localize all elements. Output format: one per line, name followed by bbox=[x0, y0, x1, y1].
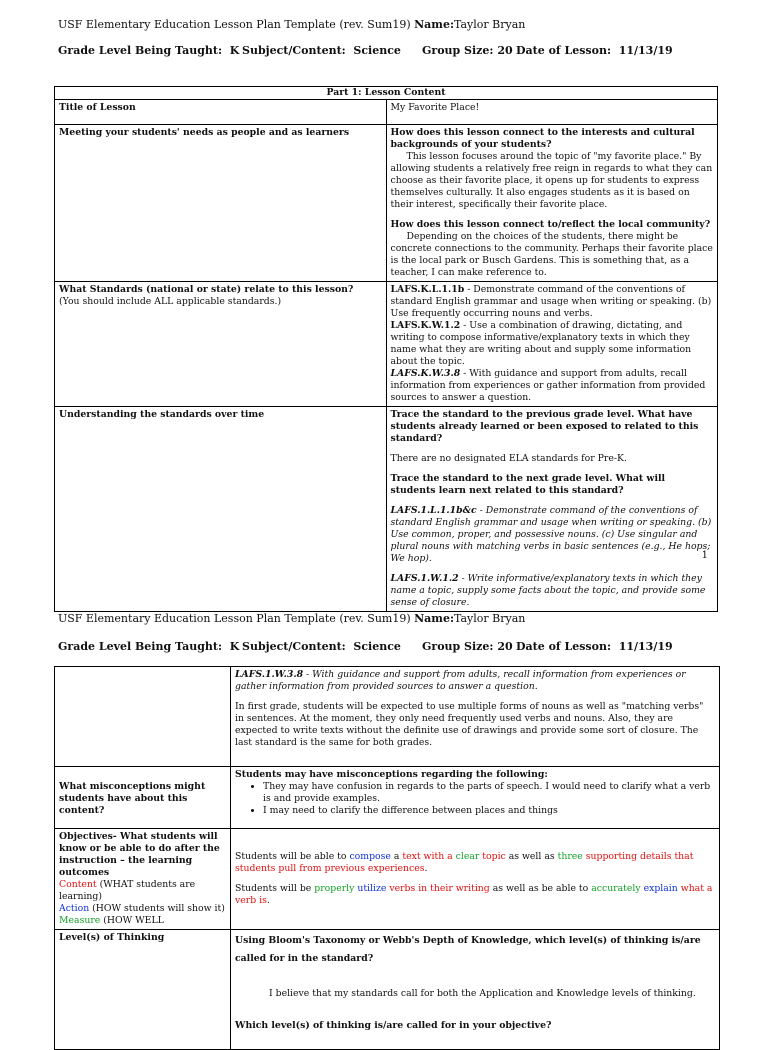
standard-code: LAFS.1.W.1.2 bbox=[390, 573, 459, 584]
subject-label: Subject/Content: bbox=[242, 44, 346, 57]
standard-item bbox=[391, 320, 714, 368]
objective-content: verbs in their writing bbox=[386, 883, 490, 894]
standard-text: - With guidance and support from adults, recall information from experiences or gather information from provided sources to answer a question. bbox=[390, 368, 706, 403]
standard-text: - Use a combination of drawing, dictating, and writing to compose informative/explanatory texts in which they name what they are writing about and supply some information about the topic. bbox=[390, 320, 692, 367]
page-header-title-line bbox=[58, 612, 525, 625]
table-row bbox=[55, 87, 718, 100]
objective-text: . bbox=[266, 895, 270, 906]
meeting-needs-content bbox=[386, 125, 718, 282]
grade-label: Grade Level Being Taught: bbox=[58, 44, 223, 57]
document-page-2 bbox=[0, 590, 768, 1031]
page-header-info-line bbox=[58, 44, 673, 57]
objective-2 bbox=[235, 883, 715, 907]
standard-text: - With guidance and support from adults, recall information from experiences or gather information from provided sources to answer a question. bbox=[235, 669, 686, 692]
legend-action-term: Action bbox=[59, 903, 90, 914]
date-label: Date of bbox=[516, 640, 561, 653]
first-grade-explanation: In first grade, students will be expected to use multiple forms of nouns as well as "matching verbs" in sentences. At the moment, they only need frequently used verbs and nouns. Also, they are expected to write texts without the definite use of drawings and provide some sort of closure. The last standard is the same for both grades. bbox=[235, 701, 704, 748]
date-value: 11/13/19 bbox=[618, 44, 673, 57]
standard-text: - Demonstrate command of the conventions of standard English grammar and usage when writing or speaking. (b) Use frequently occurring nouns and verbs. bbox=[390, 284, 712, 319]
standards-cell bbox=[55, 282, 387, 407]
table-row bbox=[55, 407, 718, 612]
page-number: 1 bbox=[701, 550, 708, 561]
previous-grade-question: Trace the standard to the previous grade level. What have students already learned or been exposed to related to this standard? bbox=[390, 409, 699, 444]
interests-answer: This lesson focuses around the topic of "my favorite place." By allowing students a relatively free reign in regards to what they can choose as their favorite place, it opens up for students to express themselves culturally. It also engages students as it is based on their interest, specifically their favorite place. bbox=[390, 151, 713, 210]
name-value: Taylor Bryan bbox=[454, 612, 526, 625]
standard-code: LAFS.K.L.1.1b bbox=[390, 284, 465, 295]
name-label: Name: bbox=[414, 612, 455, 625]
group-value: 20 bbox=[497, 44, 513, 57]
list-item: • I may need to clarify the difference between places and things bbox=[263, 805, 715, 817]
next-grade-question: Trace the standard to the next grade level. What will students learn next related to this standard? bbox=[390, 473, 666, 496]
objective-measure: accurately bbox=[591, 883, 641, 894]
legend-measure-term: Measure bbox=[59, 915, 101, 926]
community-question: How does this lesson connect to/reflect the local community? bbox=[390, 219, 711, 230]
table-row bbox=[55, 100, 718, 125]
group-label: Group Size: bbox=[422, 44, 494, 57]
objective-text: Students will be bbox=[235, 883, 315, 894]
next-standard-item bbox=[235, 669, 715, 693]
legend-measure-desc: (HOW WELL bbox=[100, 915, 164, 926]
group-label: Group Size: bbox=[422, 640, 494, 653]
title-value: My Favorite Place! bbox=[386, 100, 718, 125]
standards-label: What Standards (national or state) relate to this lesson? bbox=[59, 284, 354, 295]
page-header-title-line bbox=[58, 18, 525, 31]
objective-text: . bbox=[424, 863, 428, 874]
standard-code: LAFS.1.W.3.8 bbox=[235, 669, 304, 680]
page-header-info-line bbox=[58, 640, 673, 653]
standard-code: LAFS.1.L.1.1b&c bbox=[390, 505, 477, 516]
objective-levels-question: Which level(s) of thinking is/are called for in your objective? bbox=[235, 1020, 552, 1031]
legend-measure bbox=[59, 915, 226, 927]
legend-content bbox=[59, 879, 226, 903]
misconceptions-list bbox=[235, 781, 715, 817]
table-row bbox=[55, 930, 720, 1050]
standards-content bbox=[386, 282, 718, 407]
objective-action: compose bbox=[349, 851, 391, 862]
misconceptions-content bbox=[231, 767, 720, 829]
standard-text: - Write informative/explanatory texts in which they name a topic, supply some facts about the topic, and provide some sense of closure. bbox=[390, 573, 706, 608]
misconceptions-heading: Students may have misconceptions regarding the following: bbox=[235, 769, 548, 780]
objective-1 bbox=[235, 851, 715, 875]
standard-code: LAFS.K.W.3.8 bbox=[390, 368, 461, 379]
subject-value: Science bbox=[353, 44, 401, 57]
lesson-content-table-continued bbox=[54, 666, 720, 1050]
objective-content: topic bbox=[479, 851, 506, 862]
table-row bbox=[55, 125, 718, 282]
objective-action: explain bbox=[640, 883, 678, 894]
grade-value: K bbox=[229, 44, 240, 57]
levels-content bbox=[231, 930, 720, 1050]
template-title: USF Elementary Education Lesson Plan Template (rev. Sum19) bbox=[58, 18, 411, 31]
table-row bbox=[55, 767, 720, 829]
objective-text: as well as be able to bbox=[489, 883, 592, 894]
table-row bbox=[55, 282, 718, 407]
levels-question: Using Bloom's Taxonomy or Webb's Depth of Knowledge, which level(s) of thinking is/are called for in the standard? bbox=[235, 935, 701, 964]
objective-content: text with a bbox=[402, 851, 456, 862]
time-content bbox=[386, 407, 718, 612]
standard-item bbox=[391, 284, 714, 320]
community-answer: Depending on the choices of the students, there might be concrete connections to the community. Perhaps their favorite place is the local park or Busch Gardens. This is something that, as a teacher, I can make reference to. bbox=[390, 231, 713, 278]
subject-label: Subject/Content: bbox=[242, 640, 346, 653]
date-label: Date of bbox=[516, 44, 561, 57]
empty-label-cell bbox=[55, 667, 231, 767]
date-label-2: Lesson: bbox=[564, 640, 612, 653]
time-label: Understanding the standards over time bbox=[55, 407, 387, 612]
date-value: 11/13/19 bbox=[618, 640, 673, 653]
grade-value: K bbox=[229, 640, 240, 653]
objective-text: as well as bbox=[505, 851, 558, 862]
objective-measure: clear bbox=[455, 851, 480, 862]
legend-content-term: Content bbox=[59, 879, 97, 890]
previous-grade-answer: There are no designated ELA standards for Pre-K. bbox=[390, 453, 627, 464]
objective-measure: three bbox=[557, 851, 583, 862]
objectives-cell bbox=[55, 829, 231, 930]
grade-label: Grade Level Being Taught: bbox=[58, 640, 223, 653]
standard-item bbox=[391, 368, 714, 404]
template-title: USF Elementary Education Lesson Plan Template (rev. Sum19) bbox=[58, 612, 411, 625]
objectives-content bbox=[231, 829, 720, 930]
objective-content: supporting details that students pull from previous experiences bbox=[235, 851, 694, 874]
standard-code: LAFS.K.W.1.2 bbox=[390, 320, 461, 331]
meeting-needs-label: Meeting your students' needs as people and as learners bbox=[55, 125, 387, 282]
standards-note: (You should include ALL applicable standards.) bbox=[59, 296, 282, 307]
name-value: Taylor Bryan bbox=[454, 18, 526, 31]
misconceptions-label: What misconceptions might students have about this content? bbox=[55, 767, 231, 829]
objective-measure: properly bbox=[314, 883, 355, 894]
name-label: Name: bbox=[414, 18, 455, 31]
objective-text: Students will be able to bbox=[235, 851, 350, 862]
legend-action bbox=[59, 903, 226, 915]
interests-question: How does this lesson connect to the interests and cultural backgrounds of your students? bbox=[390, 127, 695, 150]
table-row bbox=[55, 829, 720, 930]
date-label-2: Lesson: bbox=[564, 44, 612, 57]
group-value: 20 bbox=[497, 640, 513, 653]
legend-content-desc: (WHAT students are learning) bbox=[59, 879, 196, 902]
standard-text: - Demonstrate command of the conventions of standard English grammar and usage when writing or speaking. (b) Use common, proper, and possessive nouns. (c) Use singular and plural nouns with matching verbs in basic sentences (e.g., He hops; We hop). bbox=[390, 505, 712, 564]
list-item: • They may have confusion in regards to the parts of speech. I would need to clarify what a verb is and provide examples. bbox=[263, 781, 715, 805]
continued-standards-content bbox=[231, 667, 720, 767]
table-row bbox=[55, 667, 720, 767]
legend-action-desc: (HOW students will show it) bbox=[89, 903, 225, 914]
next-standard-item bbox=[391, 505, 714, 565]
lesson-content-table bbox=[54, 86, 718, 612]
levels-label: Level(s) of Thinking bbox=[55, 930, 231, 1050]
objective-content: what a verb is bbox=[235, 883, 713, 906]
subject-value: Science bbox=[353, 640, 401, 653]
title-label: Title of Lesson bbox=[55, 100, 387, 125]
objectives-label: Objectives- What students will know or be able to do after the instruction – the learning outcomes bbox=[59, 831, 220, 878]
levels-answer: I believe that my standards call for both the Application and Knowledge levels of thinking. bbox=[269, 988, 696, 999]
objective-text: a bbox=[390, 851, 403, 862]
objective-action: utilize bbox=[354, 883, 387, 894]
part-title: Part 1: Lesson Content bbox=[55, 87, 718, 100]
